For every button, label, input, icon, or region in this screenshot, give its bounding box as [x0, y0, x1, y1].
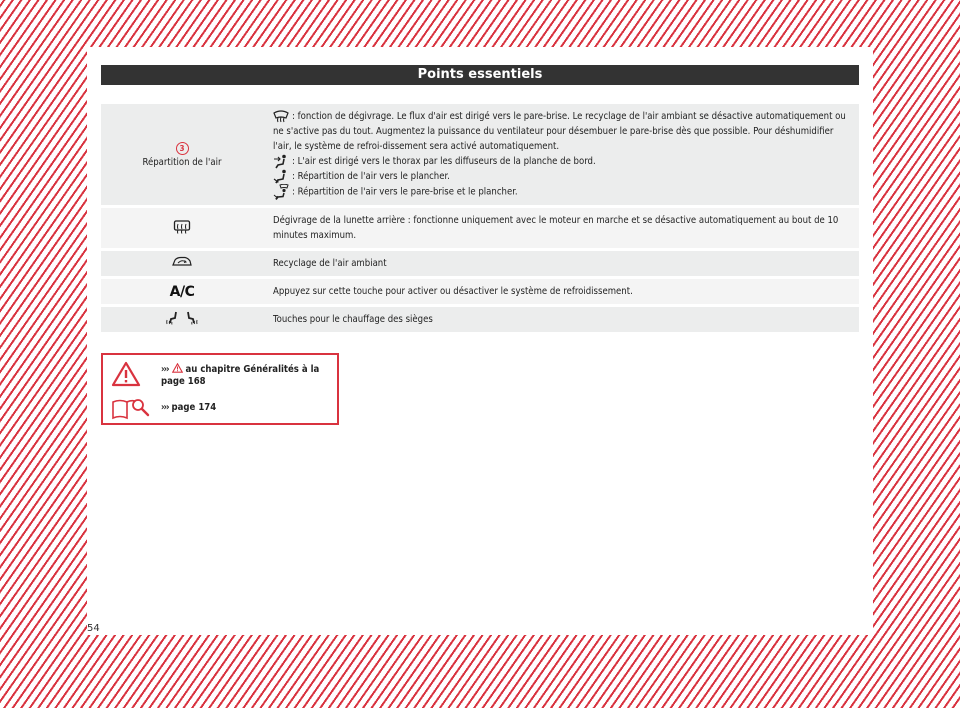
book-magnifier-icon: [111, 397, 151, 421]
table-row: [101, 104, 859, 205]
callout-number: 3: [176, 142, 189, 155]
description-line: : L'air est dirigé vers le thorax par les diffuseurs de la planche de bord.: [273, 154, 849, 169]
air-to-windscreen-and-footwell-icon: [273, 184, 289, 200]
small-warning-icon: [172, 363, 183, 373]
air-to-footwell-icon: [273, 169, 289, 184]
description-line: : fonction de dégivrage. Le flux d'air est dirigé vers le pare-brise. Le recyclage de l'air ambiant se désactive automatiquement ou ne s'active pas du tout. Augmentez la puissance du ventilateur pour désembuer le pare-brise dès que possible. Pour déshumidifier l'air, le système de refroi-dissement sera activé automatiquement.: [273, 111, 846, 152]
air-recirculation-icon: [172, 256, 192, 268]
table-row: [101, 251, 859, 276]
rear-window-defrost-icon: [173, 220, 191, 234]
control-cell: [101, 208, 263, 248]
reference-link-general[interactable]: ››› au chapitre Généralités à la page 168: [161, 364, 320, 387]
warning-triangle-icon: [111, 361, 141, 387]
control-label: Répartition de l'air: [142, 156, 222, 168]
description-cell: Touches pour le chauffage des sièges: [263, 307, 859, 332]
seat-heating-icon: [165, 311, 199, 325]
air-to-upper-body-icon: [273, 154, 289, 169]
control-cell: [101, 104, 263, 205]
windscreen-defrost-icon: [273, 110, 289, 123]
control-cell: [101, 251, 263, 276]
control-cell: [101, 279, 263, 304]
reference-text: [161, 363, 331, 414]
reference-box: [101, 353, 339, 425]
description-cell: Dégivrage de la lunette arrière : fonctionne uniquement avec le moteur en marche et se désactive automatiquement au bout de 10 minutes maximum.: [263, 208, 859, 248]
reference-icons: [111, 361, 151, 425]
description-line: : Répartition de l'air vers le plancher.: [273, 169, 849, 184]
control-cell: [101, 307, 263, 332]
description-cell: Recyclage de l'air ambiant: [263, 251, 859, 276]
manual-page: [87, 47, 873, 635]
table-row: [101, 279, 859, 304]
description-cell: Appuyez sur cette touche pour activer ou désactiver le système de refroidissement.: [263, 279, 859, 304]
table-row: [101, 307, 859, 332]
description-line: : Répartition de l'air vers le pare-brise et le plancher.: [273, 184, 849, 200]
description-cell: [263, 104, 859, 205]
ac-icon: A/C: [169, 283, 195, 300]
table-row: [101, 208, 859, 248]
page-number: 54: [87, 623, 100, 634]
controls-table: [101, 101, 859, 335]
reference-link-page[interactable]: ››› page 174: [161, 402, 217, 413]
section-title: Points essentiels: [101, 65, 859, 85]
